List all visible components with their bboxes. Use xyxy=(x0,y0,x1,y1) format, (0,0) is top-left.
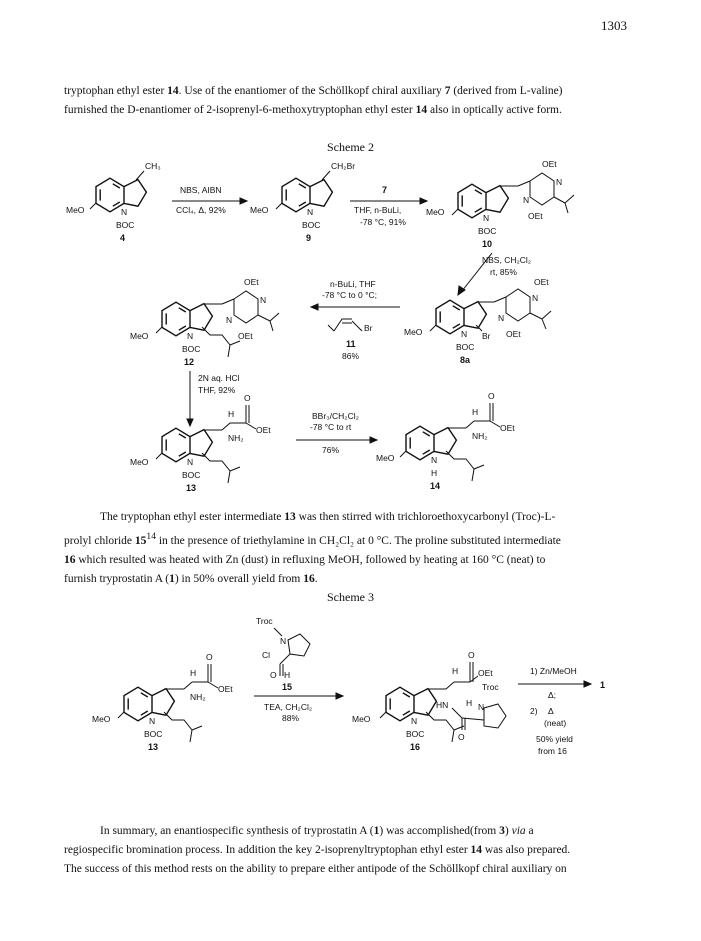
svg-text:4: 4 xyxy=(120,233,126,243)
svg-text:11: 11 xyxy=(346,339,356,349)
svg-text:-78 °C to 0 °C;: -78 °C to 0 °C; xyxy=(322,290,377,300)
svg-text:H: H xyxy=(452,666,459,676)
reagent-11 xyxy=(328,319,373,361)
svg-text:OEt: OEt xyxy=(528,211,543,221)
svg-text:MeO: MeO xyxy=(92,714,111,724)
svg-text:from 16: from 16 xyxy=(538,746,567,756)
svg-text:2): 2) xyxy=(530,706,538,716)
svg-text:9: 9 xyxy=(306,233,312,243)
compound-4 xyxy=(66,161,161,243)
svg-text:NBS, AIBN: NBS, AIBN xyxy=(180,185,222,195)
svg-text:10: 10 xyxy=(482,239,493,249)
svg-text:H: H xyxy=(431,468,438,478)
svg-text:N: N xyxy=(260,295,267,305)
svg-text:NBS, CH₂Cl₂: NBS, CH₂Cl₂ xyxy=(482,255,532,265)
svg-text:50% yield: 50% yield xyxy=(536,734,573,744)
svg-text:BOC: BOC xyxy=(116,220,135,230)
compound-8a xyxy=(404,277,551,365)
svg-text:H: H xyxy=(228,409,235,419)
middle-paragraph: The tryptophan ethyl ester intermediate 13 was then stirred with trichloroethoxycarbonyl (Troc)-L- prolyl chloride $15^{14}$ in the presence of triethylamine in CH₂Cl₂ at 0 °C. The proline substituted intermediate 16 which resulted was heated with Zn (dust) in refluxing MeOH, followed by heating at 160 °C (neat) to furnish tryprostatin A (1) in 50% overall yield from 16. xyxy=(64,511,561,585)
svg-text:Troc: Troc xyxy=(256,616,273,626)
svg-text:O: O xyxy=(244,393,251,403)
compound-14 xyxy=(376,391,515,491)
svg-text:H: H xyxy=(284,670,291,680)
svg-text:THF, 92%: THF, 92% xyxy=(198,385,236,395)
compound-13 xyxy=(130,393,271,493)
svg-text:7: 7 xyxy=(382,185,388,195)
scheme-3-title: Scheme 3 xyxy=(327,590,374,604)
svg-text:O: O xyxy=(468,650,475,660)
svg-text:N: N xyxy=(498,313,505,323)
svg-text:14: 14 xyxy=(430,481,441,491)
compound-16 xyxy=(352,650,506,752)
svg-text:CH₃: CH₃ xyxy=(145,161,161,171)
svg-text:1) Zn/MeOH: 1) Zn/MeOH xyxy=(530,666,577,676)
intro-paragraph: tryptophan ethyl ester 14. Use of the enantiomer of the Schöllkopf chiral auxiliary 7 (derived from L-valine) furnished the D-enantiomer of 2-isoprenyl-6-methoxytryptophan ethyl ester 14 also in optically active form. xyxy=(64,85,563,116)
svg-text:NH₂: NH₂ xyxy=(190,692,206,702)
svg-text:H: H xyxy=(466,698,473,708)
svg-text:N: N xyxy=(307,207,314,217)
svg-text:MeO: MeO xyxy=(130,331,149,341)
reagent-15 xyxy=(256,616,310,692)
svg-text:MeO: MeO xyxy=(130,457,149,467)
scheme3-compound-13 xyxy=(92,652,233,752)
svg-text:rt, 85%: rt, 85% xyxy=(490,267,517,277)
svg-text:N: N xyxy=(483,213,490,223)
svg-text:Cl: Cl xyxy=(262,650,271,660)
svg-text:-78 °C, 91%: -78 °C, 91% xyxy=(360,217,406,227)
svg-text:MeO: MeO xyxy=(404,327,423,337)
svg-text:OEt: OEt xyxy=(500,423,515,433)
svg-text:12: 12 xyxy=(184,357,195,367)
scheme-2-title: Scheme 2 xyxy=(327,140,374,154)
svg-text:15: 15 xyxy=(282,682,293,692)
svg-text:16: 16 xyxy=(410,742,421,752)
svg-text:H: H xyxy=(472,407,479,417)
compound-10 xyxy=(426,159,574,249)
svg-text:N: N xyxy=(411,716,418,726)
svg-text:1: 1 xyxy=(600,680,606,690)
compound-12 xyxy=(130,277,279,367)
svg-text:BOC: BOC xyxy=(406,729,425,739)
svg-text:OEt: OEt xyxy=(244,277,259,287)
svg-text:N: N xyxy=(431,455,438,465)
svg-text:OEt: OEt xyxy=(542,159,557,169)
svg-text:H: H xyxy=(190,668,197,678)
svg-text:n-BuLi, THF: n-BuLi, THF xyxy=(330,279,376,289)
svg-text:CCl₄, Δ, 92%: CCl₄, Δ, 92% xyxy=(176,205,226,215)
scheme-2-figure xyxy=(0,155,701,495)
svg-text:N: N xyxy=(149,716,156,726)
svg-text:O: O xyxy=(270,670,277,680)
svg-text:HN: HN xyxy=(436,700,449,710)
svg-text:N: N xyxy=(556,177,563,187)
svg-text:13: 13 xyxy=(186,483,197,493)
svg-text:BOC: BOC xyxy=(144,729,163,739)
svg-text:OEt: OEt xyxy=(478,668,493,678)
svg-text:Br: Br xyxy=(482,331,491,341)
svg-text:N: N xyxy=(532,293,539,303)
svg-text:O: O xyxy=(458,732,465,742)
svg-text:2N aq. HCl: 2N aq. HCl xyxy=(198,373,240,383)
svg-text:BOC: BOC xyxy=(456,342,475,352)
svg-text:13: 13 xyxy=(148,742,159,752)
svg-text:BBr₃/CH₂Cl₂: BBr₃/CH₂Cl₂ xyxy=(312,411,359,421)
svg-text:N: N xyxy=(226,315,233,325)
svg-text:76%: 76% xyxy=(322,445,340,455)
svg-text:86%: 86% xyxy=(342,351,360,361)
svg-text:TEA, CH₂Cl₂: TEA, CH₂Cl₂ xyxy=(264,702,313,712)
svg-text:BOC: BOC xyxy=(182,344,201,354)
svg-text:MeO: MeO xyxy=(426,207,445,217)
svg-text:BOC: BOC xyxy=(302,220,321,230)
svg-text:MeO: MeO xyxy=(250,205,269,215)
svg-text:N: N xyxy=(187,331,194,341)
svg-text:NH₂: NH₂ xyxy=(228,433,244,443)
compound-9 xyxy=(250,161,355,243)
svg-text:MeO: MeO xyxy=(376,453,395,463)
summary-paragraph: In summary, an enantiospecific synthesis of tryprostatin A (1) was accomplished(from 3) via a regiospecific bromination process. In addition the key 2-isoprenyltryptophan ethyl ester 14 was also prepared. The success of this method rests on the ability to prepare either antipode of the Schöllkopf chiral auxiliary on xyxy=(64,825,571,875)
svg-text:O: O xyxy=(206,652,213,662)
svg-text:N: N xyxy=(523,195,530,205)
svg-text:OEt: OEt xyxy=(534,277,549,287)
scheme-3-figure xyxy=(0,610,701,770)
page-number: 1303 xyxy=(601,18,627,33)
svg-text:OEt: OEt xyxy=(256,425,271,435)
svg-text:MeO: MeO xyxy=(352,714,371,724)
svg-text:(neat): (neat) xyxy=(544,718,567,728)
svg-text:N: N xyxy=(187,457,194,467)
svg-text:OEt: OEt xyxy=(218,684,233,694)
svg-text:N: N xyxy=(280,636,287,646)
svg-text:N: N xyxy=(461,329,468,339)
svg-text:88%: 88% xyxy=(282,713,300,723)
svg-text:Br: Br xyxy=(364,323,373,333)
svg-text:Troc: Troc xyxy=(482,682,499,692)
svg-text:O: O xyxy=(488,391,495,401)
svg-text:NH₂: NH₂ xyxy=(472,431,488,441)
svg-text:8a: 8a xyxy=(460,355,471,365)
svg-text:OEt: OEt xyxy=(238,331,253,341)
svg-text:MeO: MeO xyxy=(66,205,85,215)
svg-text:CH₂Br: CH₂Br xyxy=(331,161,356,171)
svg-text:N: N xyxy=(478,702,485,712)
svg-text:-78 °C to rt: -78 °C to rt xyxy=(310,422,352,432)
svg-text:N: N xyxy=(121,207,128,217)
svg-text:Δ;: Δ; xyxy=(548,690,557,700)
svg-text:OEt: OEt xyxy=(506,329,521,339)
svg-text:THF, n-BuLi,: THF, n-BuLi, xyxy=(354,205,402,215)
svg-text:BOC: BOC xyxy=(182,470,201,480)
svg-text:Δ: Δ xyxy=(548,706,554,716)
svg-text:BOC: BOC xyxy=(478,226,497,236)
